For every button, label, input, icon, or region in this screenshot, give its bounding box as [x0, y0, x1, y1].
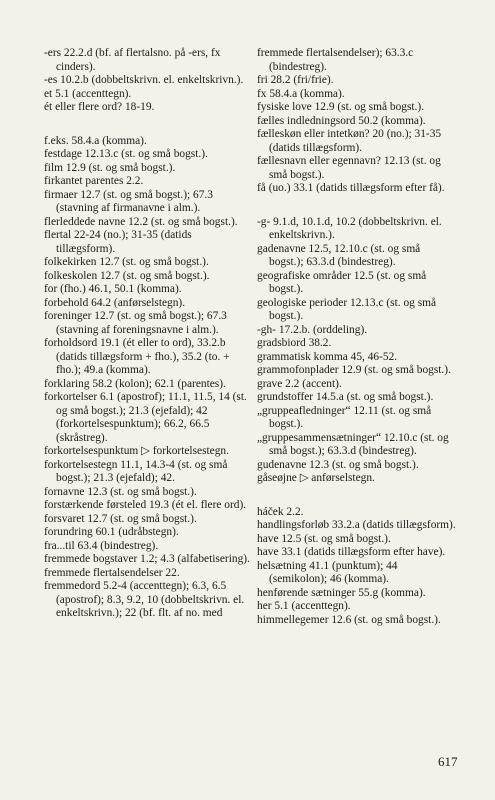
index-entry: få (uo.) 33.1 (datids tillægsform efter få). — [257, 182, 445, 194]
index-entry: gradsbiord 38.2. — [257, 337, 332, 349]
section-gap — [257, 486, 457, 506]
index-entry: f.eks. 58.4.a (komma). — [44, 134, 147, 147]
index-entry: forklaring 58.2 (kolon); 62.1 (parentes). — [44, 377, 226, 390]
index-entry: himmellegemer 12.6 (st. og små bogst.). — [257, 613, 441, 626]
index-entry: her 5.1 (accenttegn). — [257, 600, 351, 612]
index-entry: fx 58.4.a (komma). — [257, 87, 345, 100]
index-entry: fysiske love 12.9 (st. og små bogst.). — [257, 101, 425, 113]
index-entry: forkortelser 6.1 (apostrof); 11.1, 11.5, 14 (st. og små bogst.); 21.3 (ejefald); 42 (forkortelsespunktum); 66.2, 66.5 (skråstreg). — [44, 391, 247, 444]
index-entry: helsætning 41.1 (punktum); 44 (semikolon); 46 (komma). — [257, 559, 398, 585]
index-entry: foreninger 12.7 (st. og små bogst.); 67.3 (stavning af foreningsnavne i alm.). — [44, 310, 227, 336]
index-entry: fremmedord 5.2-4 (accenttegn); 6.3, 6.5 (apostrof); 8.3, 9.2, 10 (dobbeltskrivn. el. enkeltskrivn.); 22 (bf. flt. af no. med — [44, 580, 245, 619]
index-entry: forstærkende førsteled 19.3 (ét el. flere ord). — [44, 499, 247, 511]
index-entry: firkantet parentes 2.2. — [44, 175, 144, 187]
index-entry: folkeskolen 12.7 (st. og små bogst.). — [44, 269, 210, 282]
index-entry: geografiske områder 12.5 (st. og små bogst.). — [257, 269, 427, 295]
index-entry: fælleskøn eller intetkøn? 20 (no.); 31-35 (datids tillægsform). — [257, 128, 442, 154]
index-entry: grammatisk komma 45, 46-52. — [257, 350, 398, 363]
index-entry: flerleddede navne 12.2 (st. og små bogst.). — [44, 215, 238, 228]
index-entry: fælles indledningsord 50.2 (komma). — [257, 114, 426, 127]
index-entry: gåseøjne ▷ anførselstegn. — [257, 472, 375, 484]
index-entry: et 5.1 (accenttegn). — [44, 87, 132, 100]
index-entry: fremmede flertalsendelser 22. — [44, 566, 180, 579]
index-entry: -ers 22.2.d (bf. af flertalsno. på -ers, fx cinders). — [44, 47, 221, 73]
index-entry: -g- 9.1.d, 10.1.d, 10.2 (dobbeltskrivn. el. enkeltskrivn.). — [257, 215, 442, 241]
index-entry: fremmede flertalsendelser); 63.3.c (bindestreg). — [257, 47, 414, 73]
index-entry: -gh- 17.2.b. (orddeling). — [257, 323, 368, 336]
index-entry: film 12.9 (st. og små bogst.). — [44, 161, 176, 174]
index-entry: „gruppesammensætninger“ 12.10.c (st. og små bogst.); 63.3.d (bindestreg). — [257, 431, 449, 457]
index-entry: forbehold 64.2 (anførselstegn). — [44, 296, 186, 309]
index-entry: firmaer 12.7 (st. og små bogst.); 67.3 (stavning af firmanavne i alm.). — [44, 188, 213, 214]
index-entry: forholdsord 19.1 (ét eller to ord), 33.2.b (datids tillægsform + fho.), 35.2 (to. + fho.); 49.a (komma). — [44, 337, 230, 376]
index-entry: gudenavne 12.3 (st. og små bogst.). — [257, 458, 419, 471]
index-column-right — [257, 47, 457, 627]
index-entry: flertal 22-24 (no.); 31-35 (datids tillægsform). — [44, 229, 192, 255]
index-entry: forkortelsestegn 11.1, 14.3-4 (st. og små bogst.); 21.3 (ejefald); 42. — [44, 458, 228, 484]
index-entry: ét eller flere ord? 18-19. — [44, 101, 155, 113]
index-entry: fri 28.2 (fri/frie). — [257, 74, 334, 86]
index-entry: fra...til 63.4 (bindestreg). — [44, 539, 159, 552]
page-number: 617 — [438, 754, 458, 769]
index-entry: handlingsforløb 33.2.a (datids tillægsform). — [257, 519, 456, 531]
index-entry: fællesnavn eller egennavn? 12.13 (st. og små bogst.). — [257, 155, 441, 181]
index-entry: gadenavne 12.5, 12.10.c (st. og små bogst.); 63.3.d (bindestreg). — [257, 242, 421, 268]
index-entry: have 12.5 (st. og små bogst.). — [257, 532, 391, 545]
index-entry: háček 2.2. — [257, 505, 304, 518]
index-entry: forsvaret 12.7 (st. og små bogst.). — [44, 512, 197, 525]
index-entry: grundstoffer 14.5.a (st. og små bogst.). — [257, 391, 434, 403]
index-entry: folkekirken 12.7 (st. og små bogst.). — [44, 256, 209, 268]
index-entry: -es 10.2.b (dobbeltskrivn. el. enkeltskrivn.). — [44, 74, 244, 86]
index-entry: fornavne 12.3 (st. og små bogst.). — [44, 485, 197, 498]
section-gap — [44, 115, 250, 135]
index-entry: „gruppeafledninger“ 12.11 (st. og små bogst.). — [257, 404, 432, 430]
index-entry: have 33.1 (datids tillægsform efter have). — [257, 546, 446, 558]
index-entry: forundring 60.1 (udråbstegn). — [44, 526, 179, 538]
section-gap — [257, 196, 457, 216]
index-entry: forkortelsespunktum ▷ forkortelsestegn. — [44, 445, 229, 457]
index-entry: fremmede bogstaver 1.2; 4.3 (alfabetisering). — [44, 553, 250, 565]
index-column-left — [44, 47, 250, 621]
index-entry: geologiske perioder 12.13.c (st. og små bogst.). — [257, 296, 437, 322]
index-entry: grave 2.2 (accent). — [257, 377, 342, 390]
index-entry: grammofonplader 12.9 (st. og små bogst.). — [257, 364, 451, 376]
index-entry: festdage 12.13.c (st. og små bogst.). — [44, 148, 208, 160]
index-entry: for (fho.) 46.1, 50.1 (komma). — [44, 283, 182, 295]
index-entry: henførende sætninger 55.g (komma). — [257, 586, 426, 599]
